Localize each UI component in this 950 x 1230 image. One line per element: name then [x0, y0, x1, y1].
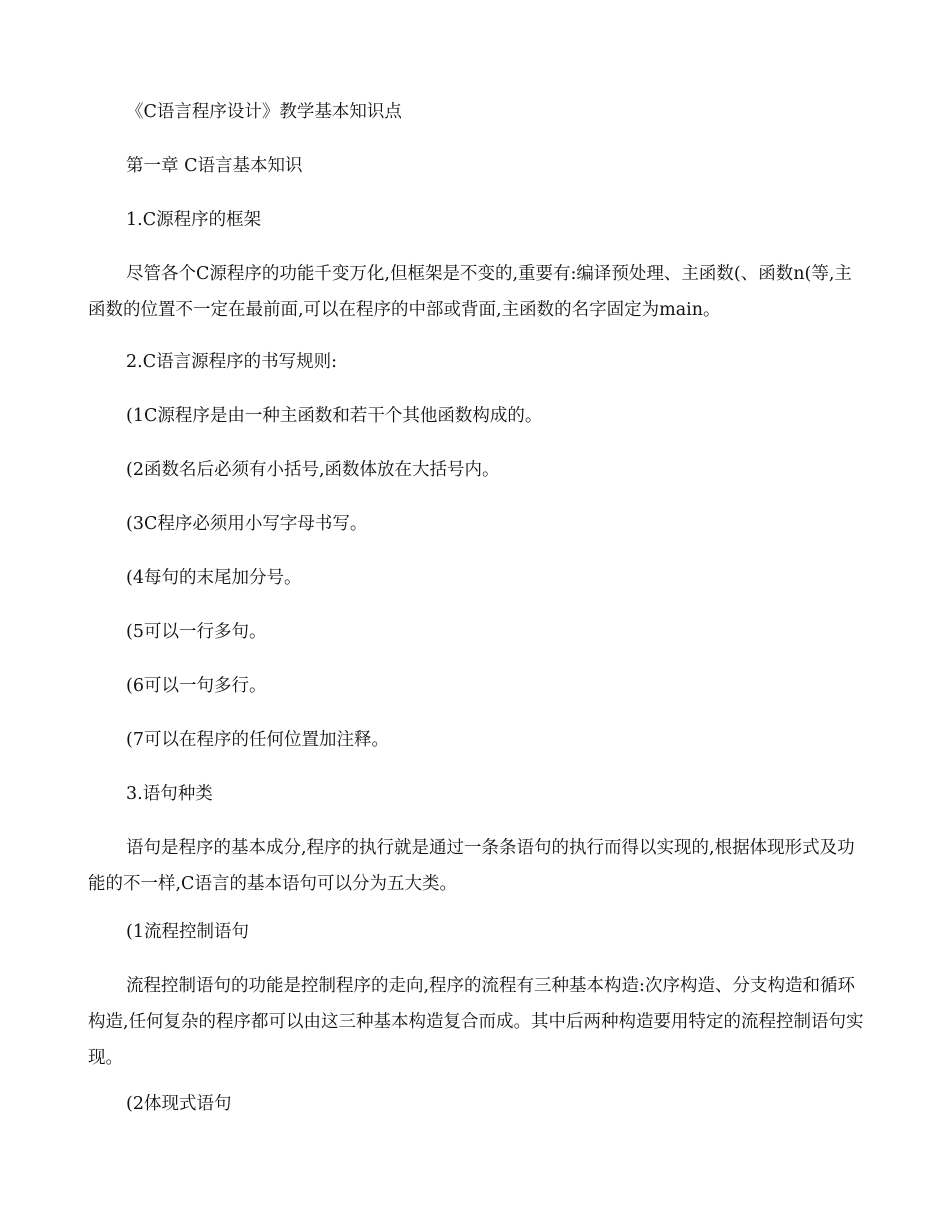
- chapter-heading: 第一章 C语言基本知识: [126, 156, 303, 176]
- document-title: 《C语言程序设计》教学基本知识点: [126, 102, 402, 122]
- section-heading: 2.C语言源程序的书写规则:: [126, 352, 337, 372]
- list-item: (5可以一行多句。: [126, 622, 267, 642]
- list-item: (1C源程序是由一种主函数和若干个其他函数构成的。: [126, 406, 543, 426]
- list-item: (6可以一句多行。: [126, 676, 267, 696]
- section-heading: 3.语句种类: [126, 784, 213, 804]
- list-item: (3C程序必须用小写字母书写。: [126, 514, 368, 534]
- list-item: (4每句的末尾加分号。: [126, 568, 302, 588]
- paragraph: 语句是程序的基本成分,程序的执行就是通过一条条语句的执行而得以实现的,根据体现形式及功能的不一样,C语言的基本语句可以分为五大类。: [88, 838, 855, 894]
- list-item: (2函数名后必须有小括号,函数体放在大括号内。: [126, 460, 500, 480]
- subsection-heading: (1流程控制语句: [126, 922, 249, 942]
- section-heading: 1.C源程序的框架: [126, 210, 262, 230]
- paragraph: 尽管各个C源程序的功能千变万化,但框架是不变的,重要有:编译预处理、主函数(、函数n(等,主函数的位置不一定在最前面,可以在程序的中部或背面,主函数的名字固定为main。: [88, 264, 852, 320]
- subsection-heading: (2体现式语句: [126, 1094, 232, 1114]
- list-item: (7可以在程序的任何位置加注释。: [126, 730, 389, 750]
- paragraph: 流程控制语句的功能是控制程序的走向,程序的流程有三种基本构造:次序构造、分支构造和循环构造,任何复杂的程序都可以由这三种基本构造复合而成。其中后两种构造要用特定的流程控制语句实现。: [88, 976, 864, 1068]
